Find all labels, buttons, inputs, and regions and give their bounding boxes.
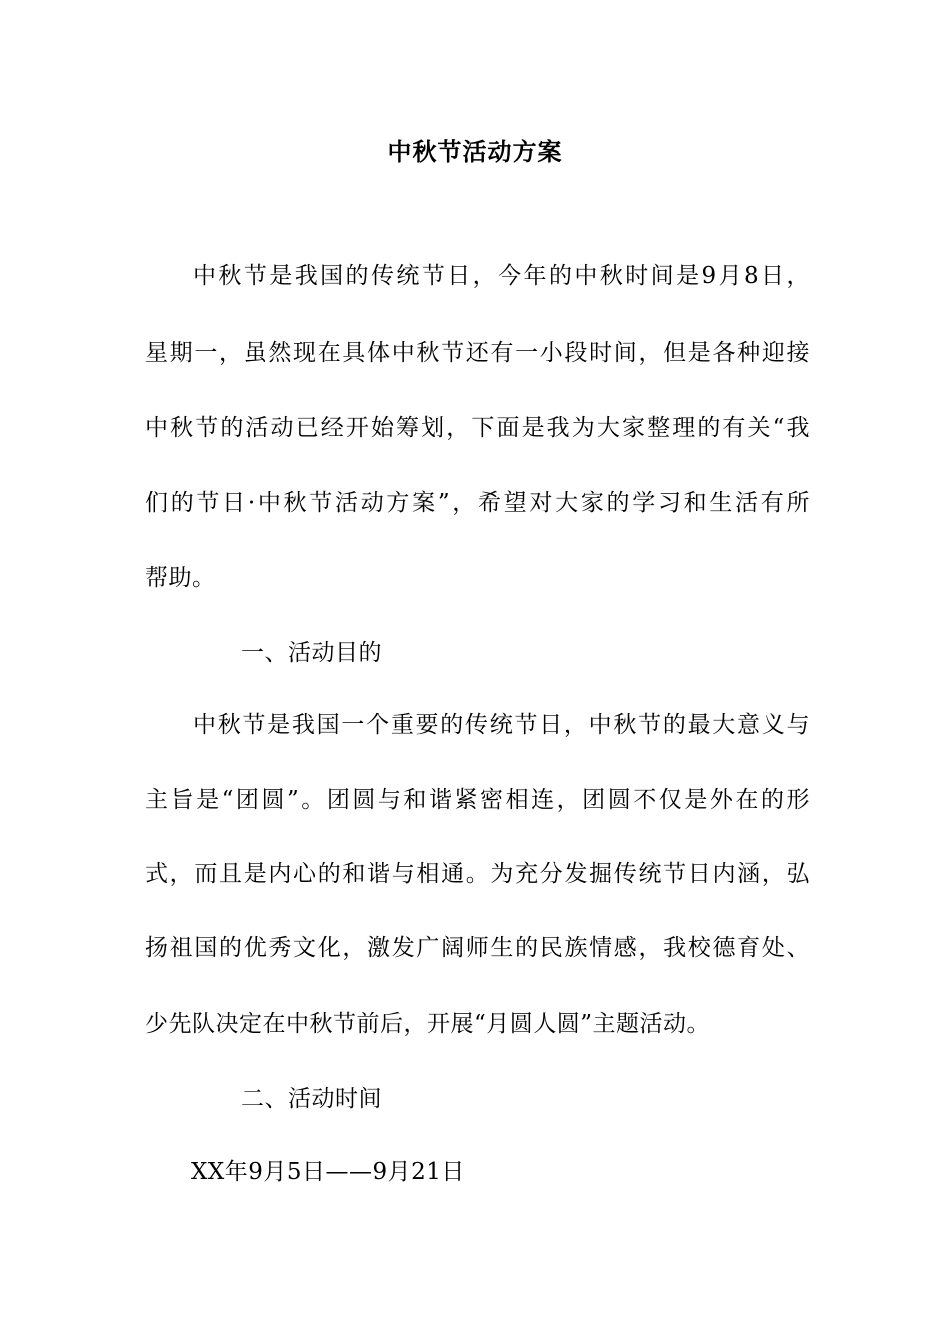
paragraph-line: XX年9月5日——9月21日 xyxy=(191,1159,465,1185)
paragraph-line: 少先队决定在中秋节前后，开展“月圆人圆”主题活动。 xyxy=(145,1011,711,1037)
paragraph-line: 扬祖国的优秀文化，激发广阔师生的民族情感，我校德育处、 xyxy=(145,935,810,961)
paragraph-line: 式，而且是内心的和谐与相通。为充分发掘传统节日内涵，弘 xyxy=(145,861,810,887)
paragraph-line: 们的节日·中秋节活动方案”，希望对大家的学习和生活有所 xyxy=(145,490,810,516)
paragraph-line: 帮助。 xyxy=(145,565,216,591)
section-heading: 一、活动目的 xyxy=(241,640,382,666)
section-heading: 二、活动时间 xyxy=(241,1086,382,1112)
paragraph-line: 中秋节的活动已经开始筹划，下面是我为大家整理的有关“我 xyxy=(145,415,810,441)
paragraph-line: 星期一，虽然现在具体中秋节还有一小段时间，但是各种迎接 xyxy=(145,340,810,366)
paragraph-line: 中秋节是我国的传统节日，今年的中秋时间是9月8日， xyxy=(193,263,810,289)
document-title: 中秋节活动方案 xyxy=(387,137,563,166)
paragraph-line: 主旨是“团圆”。团圆与和谐紧密相连，团圆不仅是外在的形 xyxy=(145,787,810,813)
paragraph-line: 中秋节是我国一个重要的传统节日，中秋节的最大意义与 xyxy=(193,712,810,738)
